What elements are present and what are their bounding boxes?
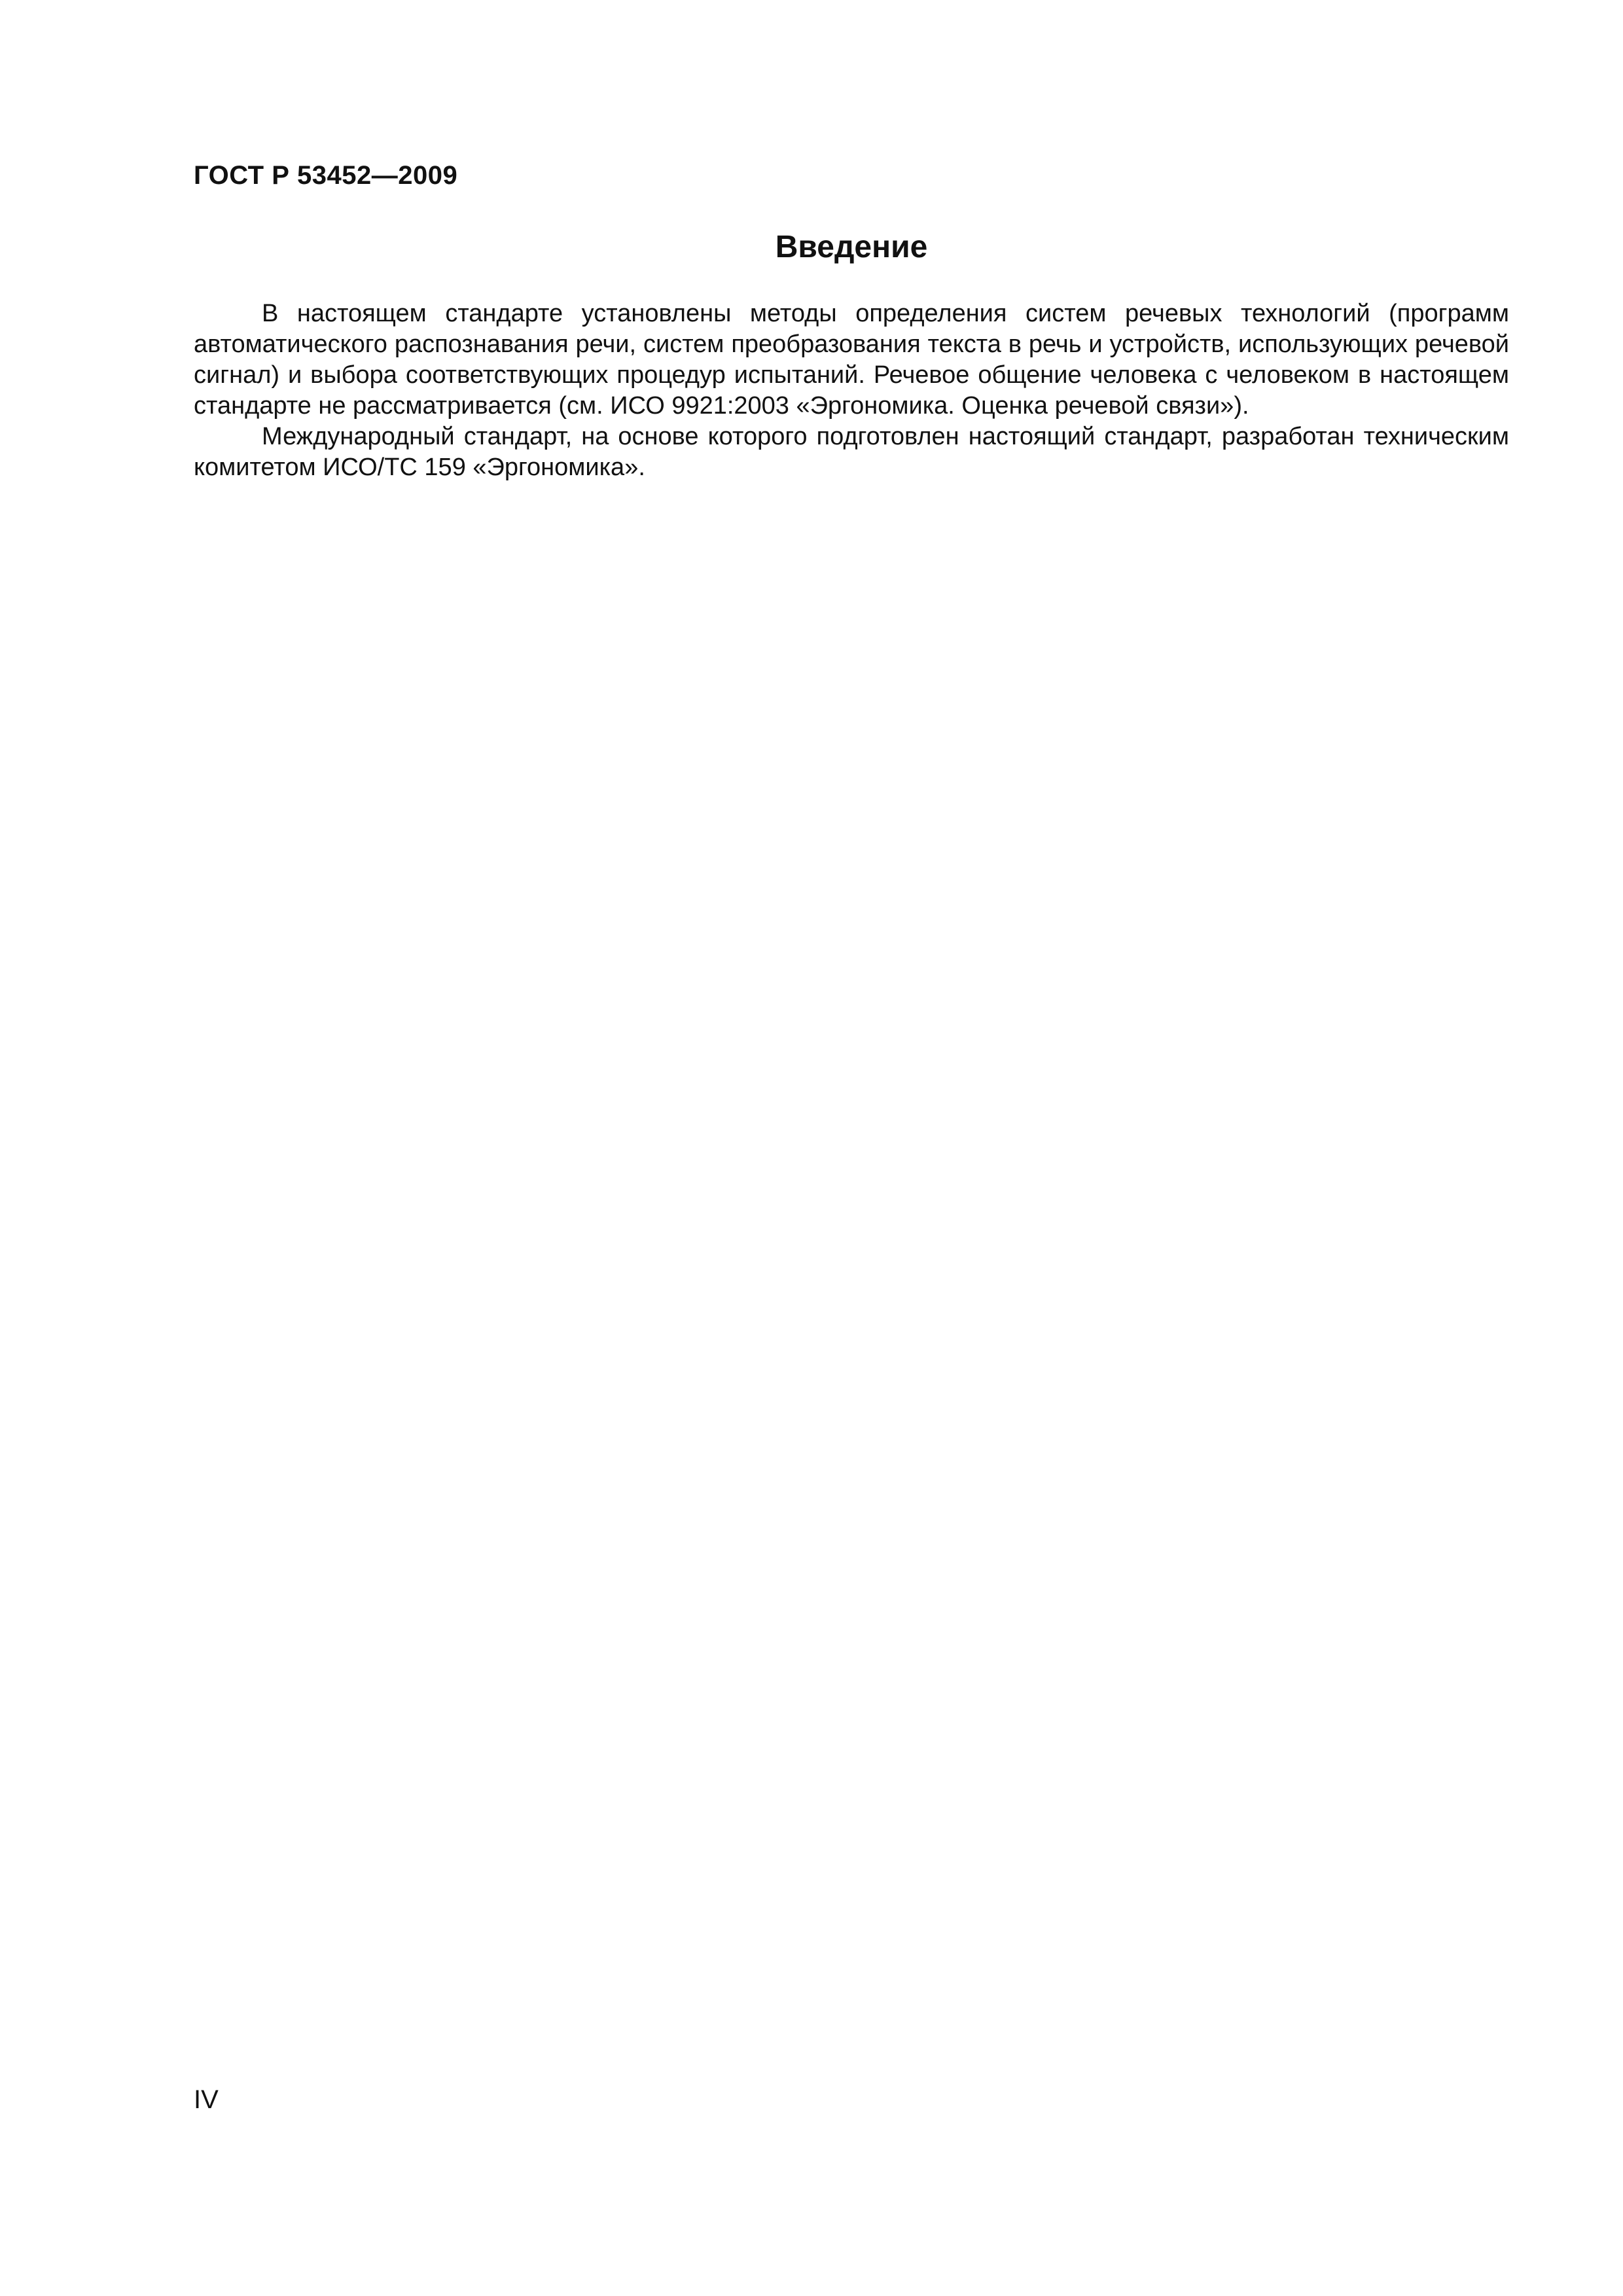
section-body (194, 298, 1509, 483)
section-title: Введение (775, 230, 928, 264)
page-number: IV (194, 2085, 219, 2114)
document-code: ГОСТ Р 53452—2009 (194, 161, 458, 190)
paragraph-committee: Международный стандарт, на основе которого подготовлен настоящий стандарт, разработан техническим комитетом ИСО/ТС 159 «Эргономика». (194, 423, 1509, 481)
paragraph-scope: В настоящем стандарте установлены методы определения систем речевых технологий (программ автоматического распознавания речи, систем преобразования текста в речь и устройств, использующих речевой сигнал) и выбора соответствующих процедур испытаний. Речевое общение человека с человеком в настоящем стандарте не рассматривается (см. ИСО 9921:2003 «Эргономика. Оценка речевой связи»). (194, 300, 1509, 420)
